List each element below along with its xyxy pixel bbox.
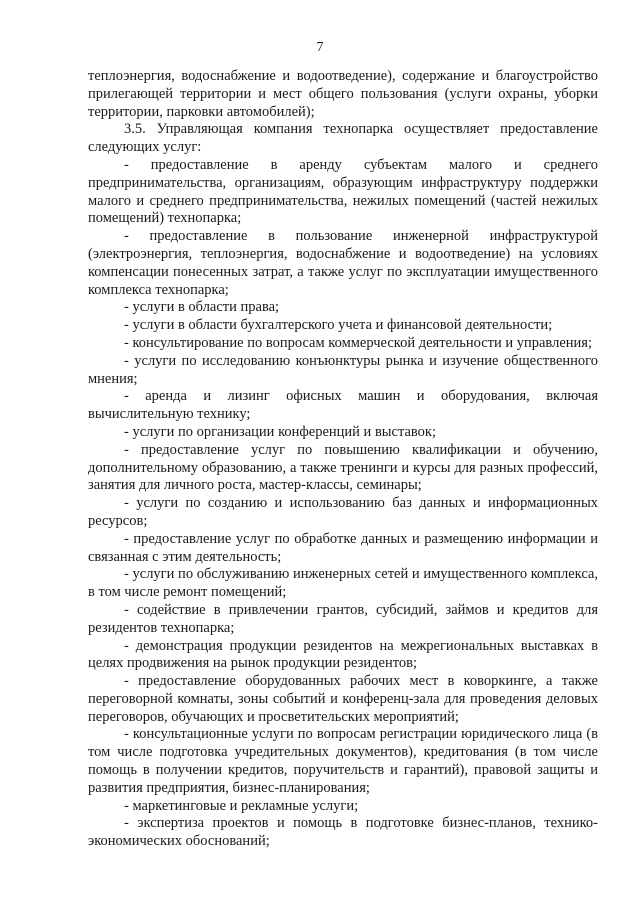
paragraph: - аренда и лизинг офисных машин и оборудования, включая вычислительную технику; xyxy=(88,388,598,423)
paragraph: - предоставление в аренду субъектам малого и среднего предпринимательства, организациям, образующим инфраструктуру поддержки малого и среднего предпринимательства, нежилых помещений (частей нежилых помещений) технопарка; xyxy=(88,156,598,227)
paragraph: 3.5. Управляющая компания технопарка осуществляет предоставление следующих услуг: xyxy=(88,121,598,156)
paragraph: - консультационные услуги по вопросам регистрации юридического лица (в том числе подготовка учредительных документов), кредитования (в том числе помощь в получении кредитов, поручительств и гарантий), правовой защиты и развития предприятия, бизнес-планирования; xyxy=(88,726,598,796)
paragraph: - предоставление в пользование инженерной инфраструктурой (электроэнергия, теплоэнергия, водоснабжение и водоотведение) на условиях компенсации понесенных затрат, а также услуг по эксплуатации имущественного комплекса технопарка; xyxy=(88,228,598,298)
paragraph: - предоставление услуг по обработке данных и размещению информации и связанная с этим деятельность; xyxy=(88,530,598,565)
paragraph: теплоэнергия, водоснабжение и водоотведение), содержание и благоустройство прилегающей территории и мест общего пользования (услуги охраны, уборки территории, парковки автомобилей); xyxy=(88,68,598,120)
paragraph: - услуги по исследованию конъюнктуры рынка и изучение общественного мнения; xyxy=(88,352,598,387)
page-number: 7 xyxy=(316,40,324,55)
document-body xyxy=(88,68,598,851)
paragraph: - услуги по организации конференций и выставок; xyxy=(124,423,436,440)
paragraph: - содействие в привлечении грантов, субсидий, займов и кредитов для резидентов технопарка; xyxy=(88,601,598,636)
paragraph: - предоставление услуг по повышению квалификации и обучению, дополнительному образованию, а также тренинги и курсы для разных профессий, занятия для личного роста, мастер-классы, семинары; xyxy=(88,441,598,494)
paragraph: - услуги по обслуживанию инженерных сетей и имущественного комплекса, в том числе ремонт помещений; xyxy=(88,566,598,601)
paragraph: - маркетинговые и рекламные услуги; xyxy=(124,797,359,814)
paragraph: - услуги в области бухгалтерского учета и финансовой деятельности; xyxy=(124,317,553,334)
paragraph: - консультирование по вопросам коммерческой деятельности и управления; xyxy=(124,334,592,351)
paragraph: - демонстрация продукции резидентов на межрегиональных выставках в целях продвижения на рынок продукции резидентов; xyxy=(88,637,598,672)
paragraph: - услуги по созданию и использованию баз данных и информационных ресурсов; xyxy=(88,495,598,529)
paragraph: - экспертиза проектов и помощь в подготовке бизнес-планов, технико-экономических обоснований; xyxy=(88,815,598,850)
paragraph: - услуги в области права; xyxy=(124,299,280,316)
paragraph: - предоставление оборудованных рабочих мест в коворкинге, а также переговорной комнаты, зоны событий и конференц-зала для проведения деловых переговоров, обучающих и просветительских мероприятий; xyxy=(88,673,598,725)
